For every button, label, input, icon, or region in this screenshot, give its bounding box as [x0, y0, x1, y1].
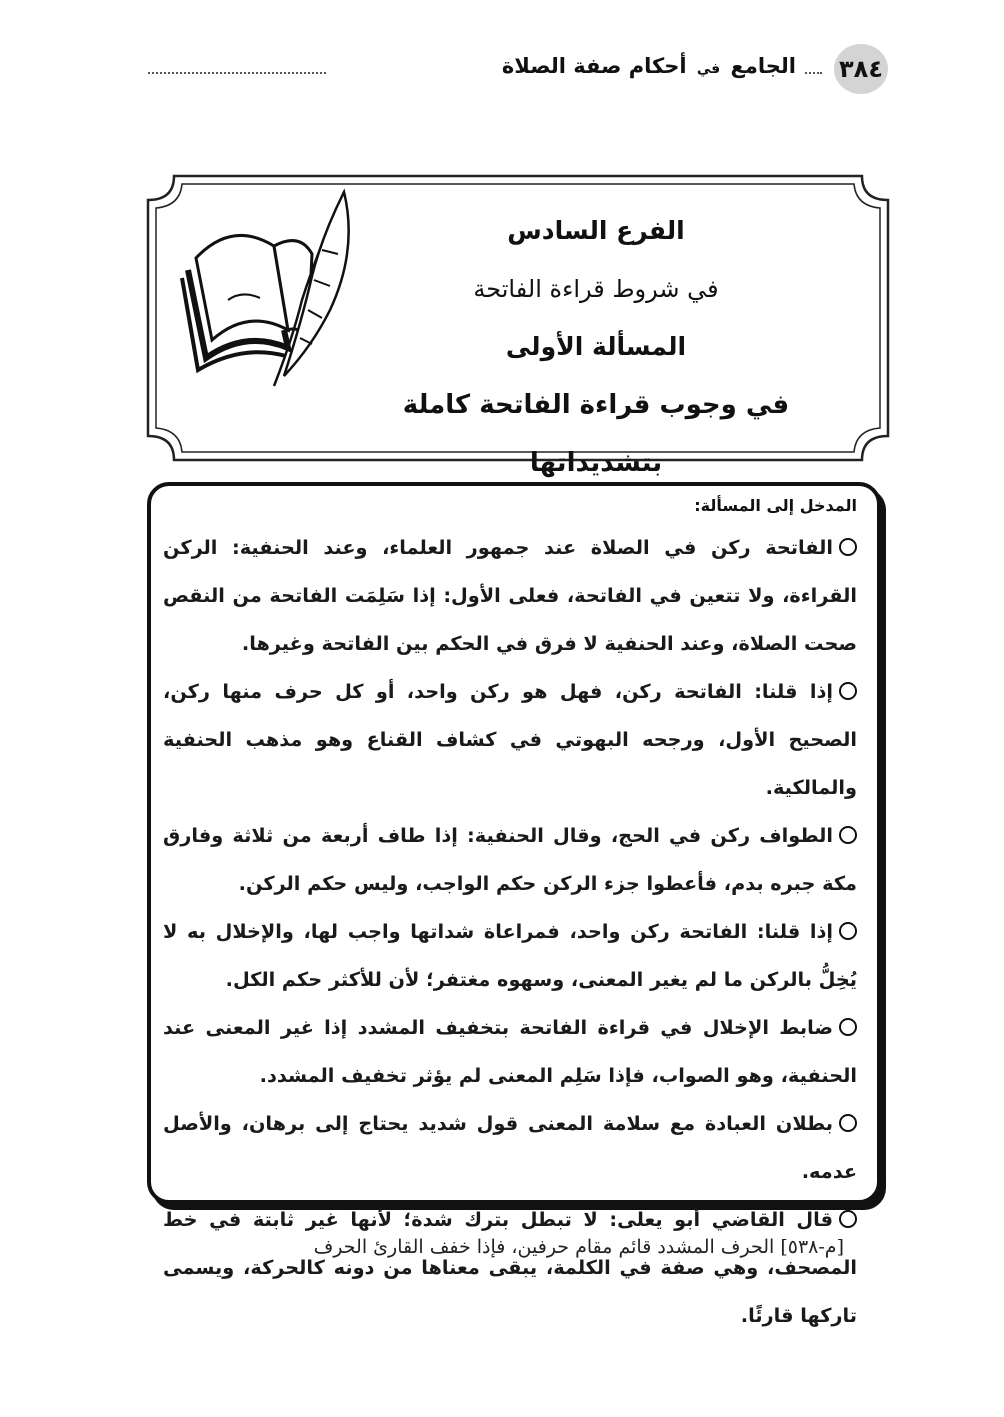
intro-point-text: إذا قلنا: الفاتحة ركن واحد، فمراعاة شداتها واجب لها، والإخلال به لا يُخِلُّ بالركن ما لم يغير المعنى، وسهوه مغتفر؛ لأن للأكثر حكم الكل. — [163, 920, 857, 991]
circle-bullet-icon — [839, 922, 857, 940]
intro-heading: المدخل إلى المسألة: — [694, 496, 857, 515]
branch-topic: في شروط قراءة الفاتحة — [473, 275, 719, 303]
section-title-frame — [146, 174, 890, 478]
circle-bullet-icon — [839, 538, 857, 556]
circle-bullet-icon — [839, 1018, 857, 1036]
circle-bullet-icon — [839, 826, 857, 844]
running-header-title — [494, 54, 804, 78]
book-quill-icon — [162, 180, 352, 400]
intro-point — [163, 908, 857, 1004]
intro-point-text: إذا قلنا: الفاتحة ركن، فهل هو ركن واحد، أو كل حرف منها ركن، الصحيح الأول، ورجحه البهوتي في كشاف القناع وهو مذهب الحنفية والمالكية. — [163, 680, 857, 799]
intro-point — [163, 812, 857, 908]
circle-bullet-icon — [839, 682, 857, 700]
intro-point-text: بطلان العبادة مع سلامة المعنى قول شديد يحتاج إلى برهان، والأصل عدمه. — [163, 1112, 857, 1183]
intro-point — [163, 1004, 857, 1100]
body-text-line: [م-٥٣٨] الحرف المشدد قائم مقام حرفين، فإذا خفف القارئ الحرف — [313, 1236, 844, 1258]
section-title-text — [346, 202, 846, 492]
header-title-part2: أحكام صفة الصلاة — [501, 54, 687, 78]
page-number: ٣٨٤ — [834, 44, 888, 94]
circle-bullet-icon — [839, 1114, 857, 1132]
intro-point — [163, 1196, 857, 1340]
intro-point-text: ضابط الإخلال في قراءة الفاتحة بتخفيف المشدد إذا غير المعنى عند الحنفية، وهو الصواب، فإذا سَلِم المعنى لم يؤثر تخفيف المشدد. — [163, 1016, 857, 1087]
header-title-part1: الجامع — [730, 54, 796, 78]
intro-point — [163, 524, 857, 668]
intro-point-text: الفاتحة ركن في الصلاة عند جمهور العلماء، وعند الحنفية: الركن القراءة، ولا تتعين في الفاتحة، فعلى الأول: إذا سَلِمَت الفاتحة من النقص صحت الصلاة، وعند الحنفية لا فرق في الحكم بين الفاتحة وغيرها. — [163, 536, 857, 655]
issue-title: المسألة الأولى — [505, 332, 687, 361]
intro-point-text: قال القاضي أبو يعلى: لا تبطل بترك شدة؛ لأنها غير ثابتة في خط المصحف، وهي صفة في الكلمة، يبقى معناها من دونه كالحركة، ويسمى تاركها قارئًا. — [163, 1208, 857, 1327]
intro-point-text: الطواف ركن في الحج، وقال الحنفية: إذا طاف أربعة من ثلاثة وفارق مكة جبره بدم، فأعطوا جزء الركن حكم الواجب، وليس حكم الركن. — [163, 824, 857, 895]
issue-topic: في وجوب قراءة الفاتحة كاملة بتشديداتها — [402, 390, 790, 478]
circle-bullet-icon — [839, 1210, 857, 1228]
intro-point — [163, 668, 857, 812]
branch-title: الفرع السادس — [507, 216, 685, 245]
intro-point — [163, 1100, 857, 1196]
header-title-fi: في — [696, 61, 721, 77]
header-divider-left — [148, 72, 326, 74]
